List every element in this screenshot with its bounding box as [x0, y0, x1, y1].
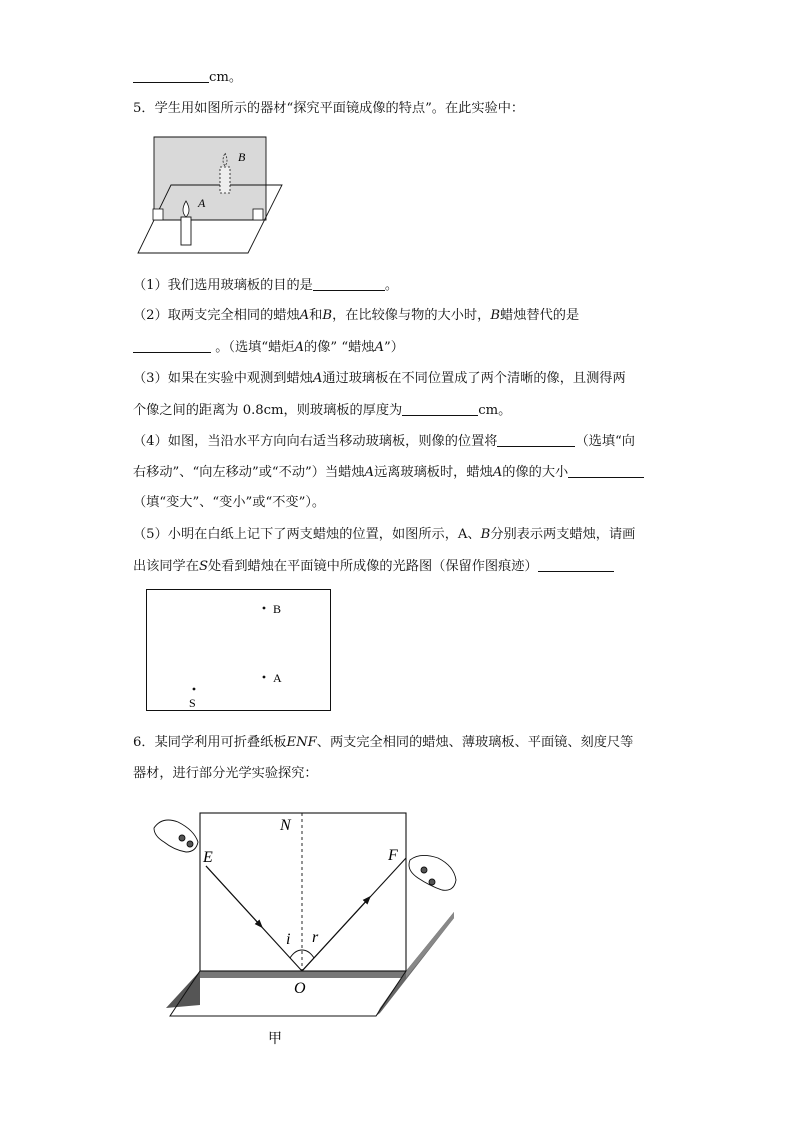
q5-part4-cont2: （填“变大”、“变小”或“不变”）。: [133, 495, 326, 510]
q6-figure-reflection: [148, 808, 468, 1053]
label-s: S: [189, 696, 196, 710]
answer-blank[interactable]: [538, 557, 614, 572]
q5-part1: （1）我们选用玻璃板的目的是 。: [133, 278, 399, 293]
q5-part5: （5）小明在白纸上记下了两支蜡烛的位置，如图所示，A、B分别表示两支蜡烛，请画: [133, 527, 636, 542]
left-hand-icon: [154, 820, 198, 852]
q5-part2-cont: 。（选填“蜡炬A的像” “蜡烛A”）: [133, 338, 404, 357]
label-a: A: [273, 671, 282, 685]
q5-stem: 5．学生用如图所示的器材“探究平面镜成像的特点”。在此实验中：: [133, 101, 525, 116]
label-o: O: [294, 980, 306, 997]
support-block-left: [153, 209, 163, 220]
figure-caption: 甲: [268, 1032, 282, 1047]
right-hand-icon: [409, 855, 456, 890]
label-r: r: [312, 929, 319, 946]
label-b: B: [238, 150, 246, 164]
label-n: N: [280, 817, 291, 834]
point-a: [263, 676, 266, 679]
candle-a: [181, 217, 191, 245]
answer-blank[interactable]: [133, 338, 211, 353]
point-b: [263, 607, 266, 610]
answer-blank[interactable]: [402, 401, 478, 416]
mirror-dark-top: [406, 912, 454, 978]
label-i: i: [286, 931, 291, 948]
q5-figure-positions: [146, 589, 332, 713]
q5-part3: （3）如果在实验中观测到蜡烛A通过玻璃板在不同位置成了两个清晰的像，且测得两: [133, 371, 626, 386]
q6-stem-cont: 器材，进行部分光学实验探究：: [133, 766, 318, 781]
q5-figure-candle-mirror: [136, 135, 286, 260]
q6-stem: 6．某同学利用可折叠纸板ENF、两支完全相同的蜡烛、薄玻璃板、平面镜、刻度尺等: [133, 735, 634, 750]
q5-part4-cont: 右移动”、“向左移动”或“不动”）当蜡烛A远离玻璃板时，蜡烛A的像的大小: [133, 463, 644, 482]
answer-blank[interactable]: [313, 276, 385, 291]
label-e: E: [203, 849, 213, 866]
paper-rectangle: [147, 590, 331, 711]
answer-blank[interactable]: [497, 432, 575, 447]
candle-b: [220, 167, 230, 193]
q5-part3-cont: 个像之间的距离为 0.8cm，则玻璃板的厚度为 cm。: [133, 403, 512, 418]
q5-part5-cont: 出该同学在S处看到蜡烛在平面镜中所成像的光路图（保留作图痕迹）: [133, 557, 614, 576]
q4-answer-line: cm。: [133, 68, 242, 87]
q5-part2: （2）取两支完全相同的蜡烛A和B，在比较像与物的大小时，B蜡烛替代的是: [133, 308, 580, 323]
mirror-base-shadow: [166, 971, 200, 1008]
q5-part4: （4）如图，当沿水平方向向右适当移动玻璃板，则像的位置将 （选填“向: [133, 434, 635, 449]
point-s: [193, 688, 196, 691]
label-b: B: [273, 602, 282, 616]
support-block-right: [253, 209, 263, 220]
glass-plate: [154, 137, 266, 220]
answer-blank[interactable]: [133, 68, 209, 83]
answer-blank[interactable]: [568, 463, 644, 478]
label-a: A: [198, 196, 206, 210]
label-f: F: [388, 847, 398, 864]
